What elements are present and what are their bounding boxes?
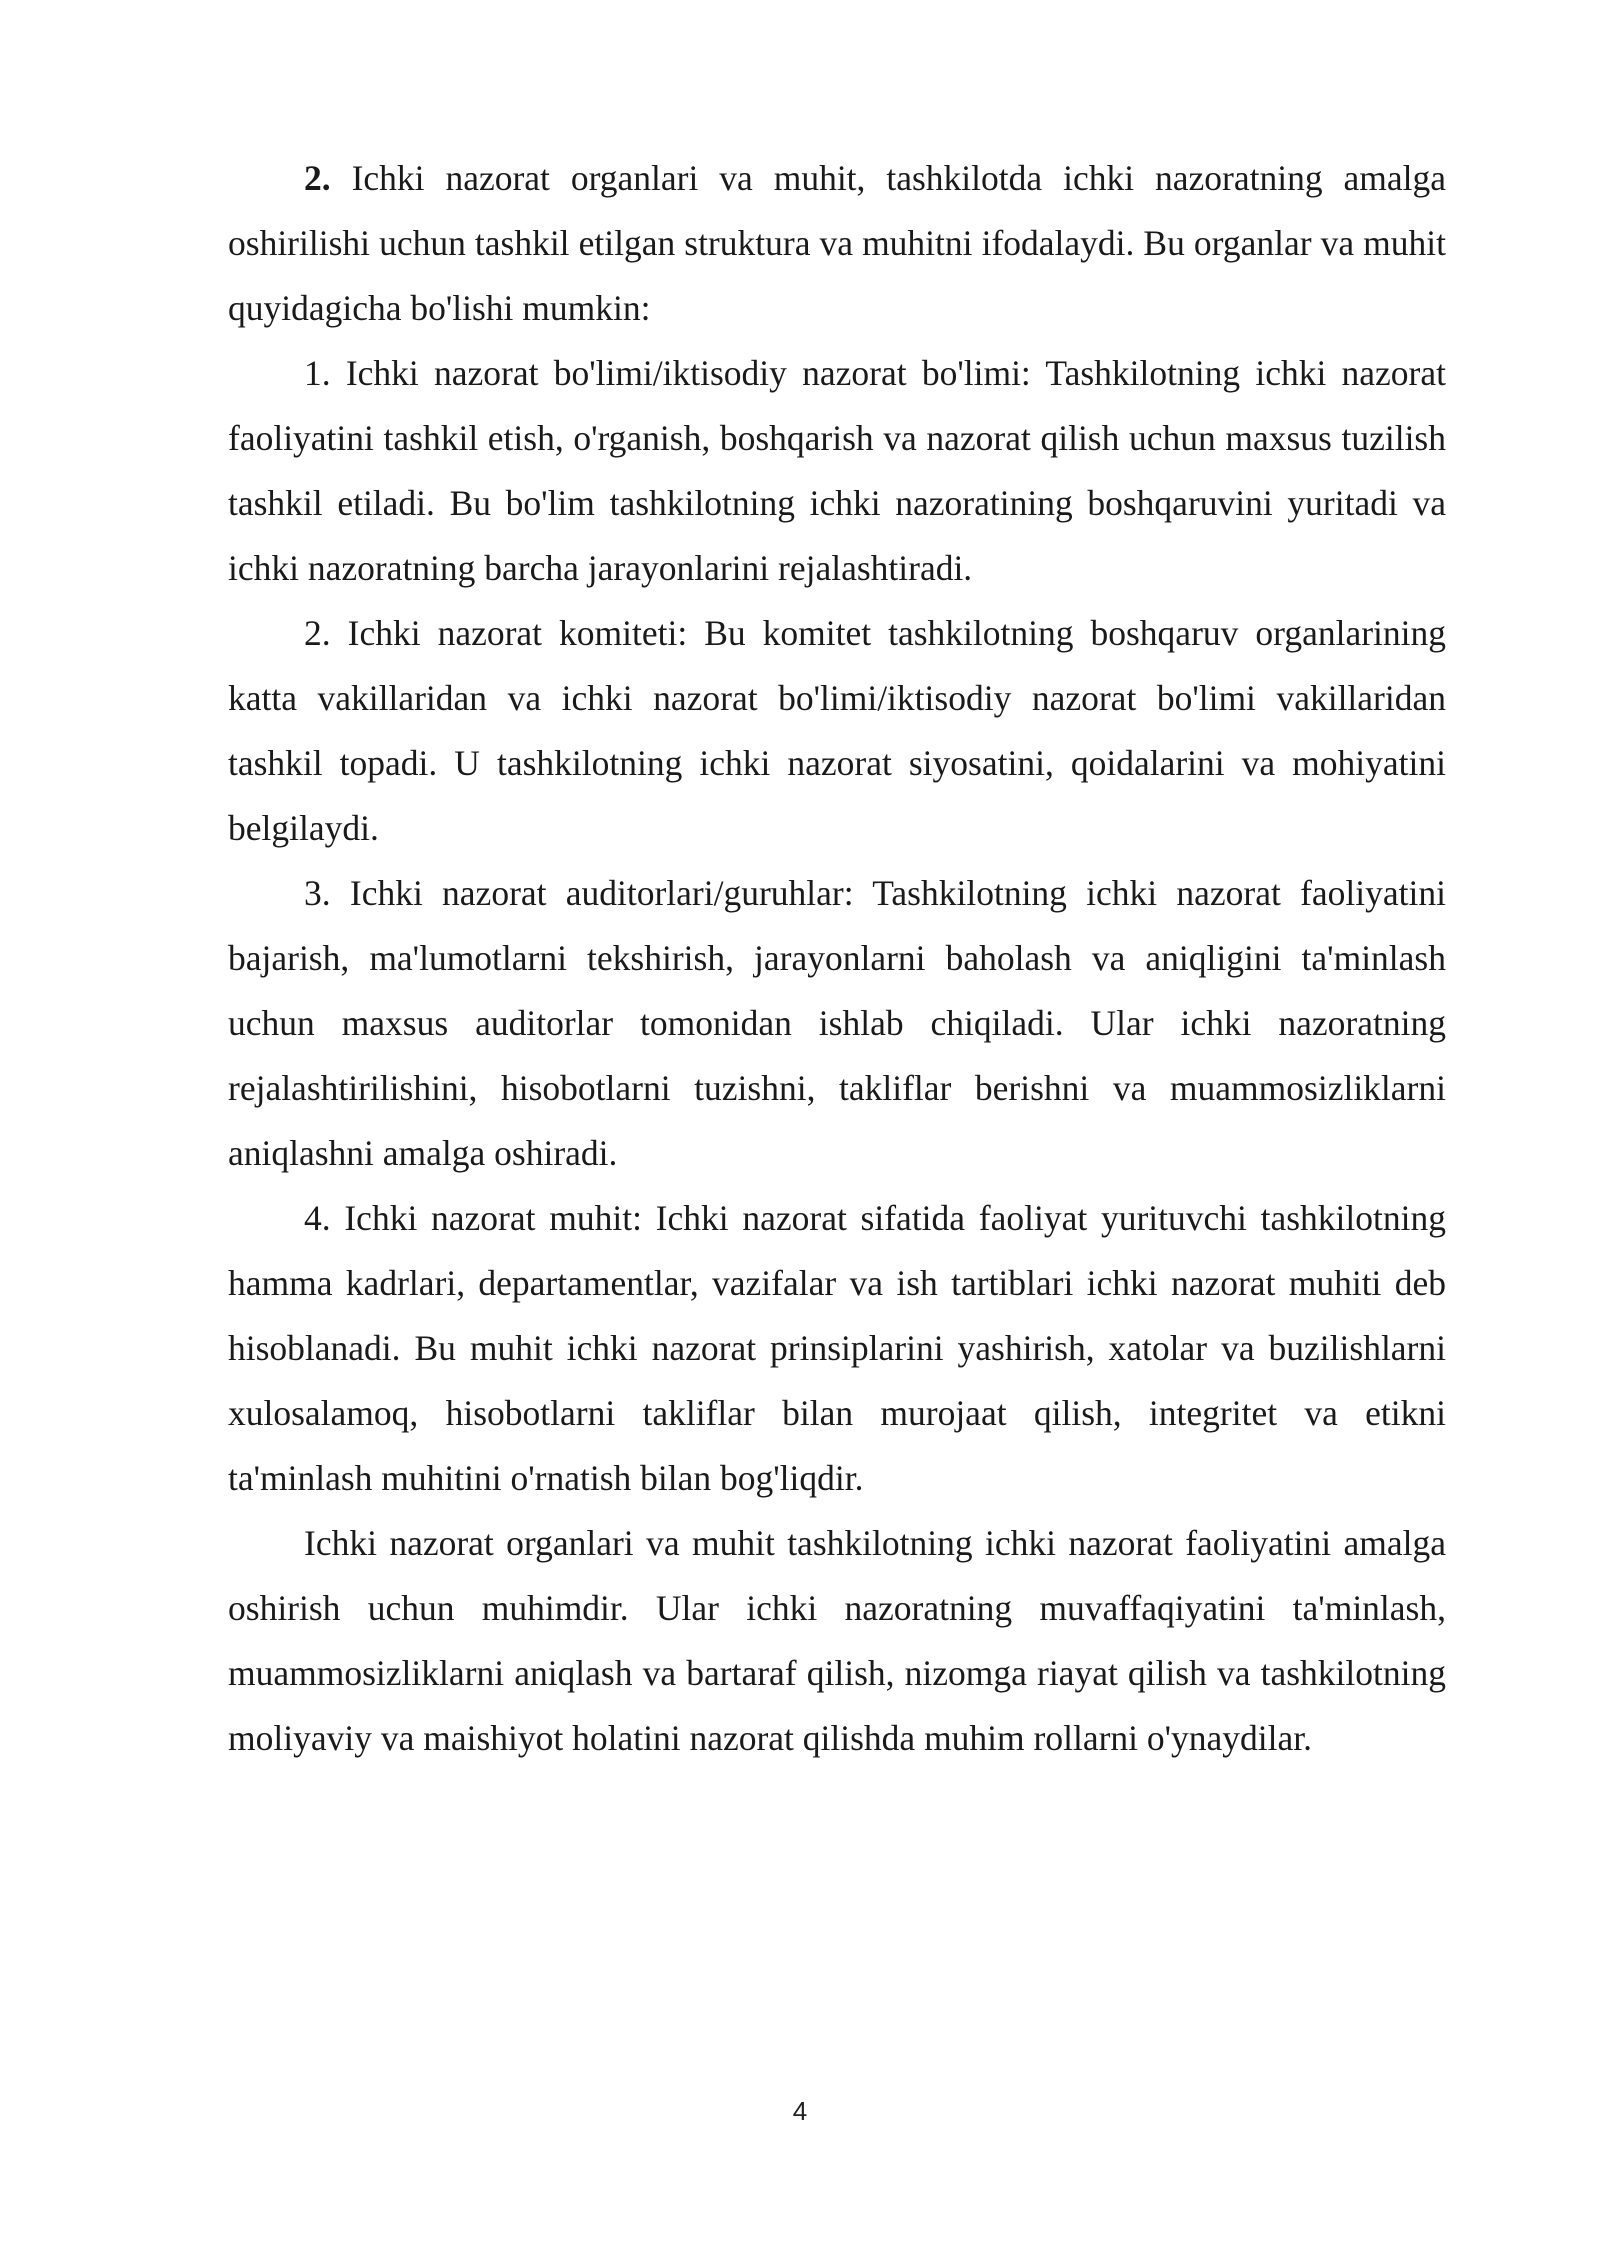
section-number: 2. (304, 158, 331, 198)
list-item-3: 3. Ichki nazorat auditorlari/guruhlar: Tashkilotning ichki nazorat faoliyatini bajarish, ma'lumotlarni tekshirish, jarayonlarni baholash va aniqligini ta'minlash uchun maxsus auditorlar tomonidan ishlab chiqiladi. Ular ichki nazoratning rejalashtirilishini, hisobotlarni tuzishni, takliflar berishni va muammosizliklarni aniqlashni amalga oshiradi. (228, 873, 1446, 1173)
intro-paragraph (228, 146, 1446, 341)
conclusion-paragraph: Ichki nazorat organlari va muhit tashkilotning ichki nazorat faoliyatini amalga oshirish uchun muhimdir. Ular ichki nazoratning muvaffaqiyatini ta'minlash, muammosizliklarni aniqlash va bartaraf qilish, nizomga riayat qilish va tashkilotning moliyaviy va maishiyot holatini nazorat qilishda muhim rollarni o'ynaydilar. (228, 1523, 1446, 1758)
list-item-4: 4. Ichki nazorat muhit: Ichki nazorat sifatida faoliyat yurituvchi tashkilotning hamma kadrlari, departamentlar, vazifalar va ish tartiblari ichki nazorat muhiti deb hisoblanadi. Bu muhit ichki nazorat prinsiplarini yashirish, xatolar va buzilishlarni xulosalamoq, hisobotlarni takliflar bilan murojaat qilish, integritet va etikni ta'minlash muhitini o'rnatish bilan bog'liqdir. (228, 1198, 1446, 1498)
list-item-1: 1. Ichki nazorat bo'limi/iktisodiy nazorat bo'limi: Tashkilotning ichki nazorat faoliyatini tashkil etish, o'rganish, boshqarish va nazorat qilish uchun maxsus tuzilish tashkil etiladi. Bu bo'lim tashkilotning ichki nazoratining boshqaruvini yuritadi va ichki nazoratning barcha jarayonlarini rejalashtiradi. (228, 353, 1446, 588)
intro-text: Ichki nazorat organlari va muhit, tashkilotda ichki nazoratning amalga oshirilishi uchun tashkil etilgan struktura va muhitni ifodalaydi. Bu organlar va muhit quyidagicha bo'lishi mumkin: (228, 158, 1446, 328)
list-item-2: 2. Ichki nazorat komiteti: Bu komitet tashkilotning boshqaruv organlarining katta vakillaridan va ichki nazorat bo'limi/iktisodiy nazorat bo'limi vakillaridan tashkil topadi. U tashkilotning ichki nazorat siyosatini, qoidalarini va mohiyatini belgilaydi. (228, 613, 1446, 848)
document-body (228, 146, 1446, 1771)
page-number: 4 (792, 2096, 808, 2126)
